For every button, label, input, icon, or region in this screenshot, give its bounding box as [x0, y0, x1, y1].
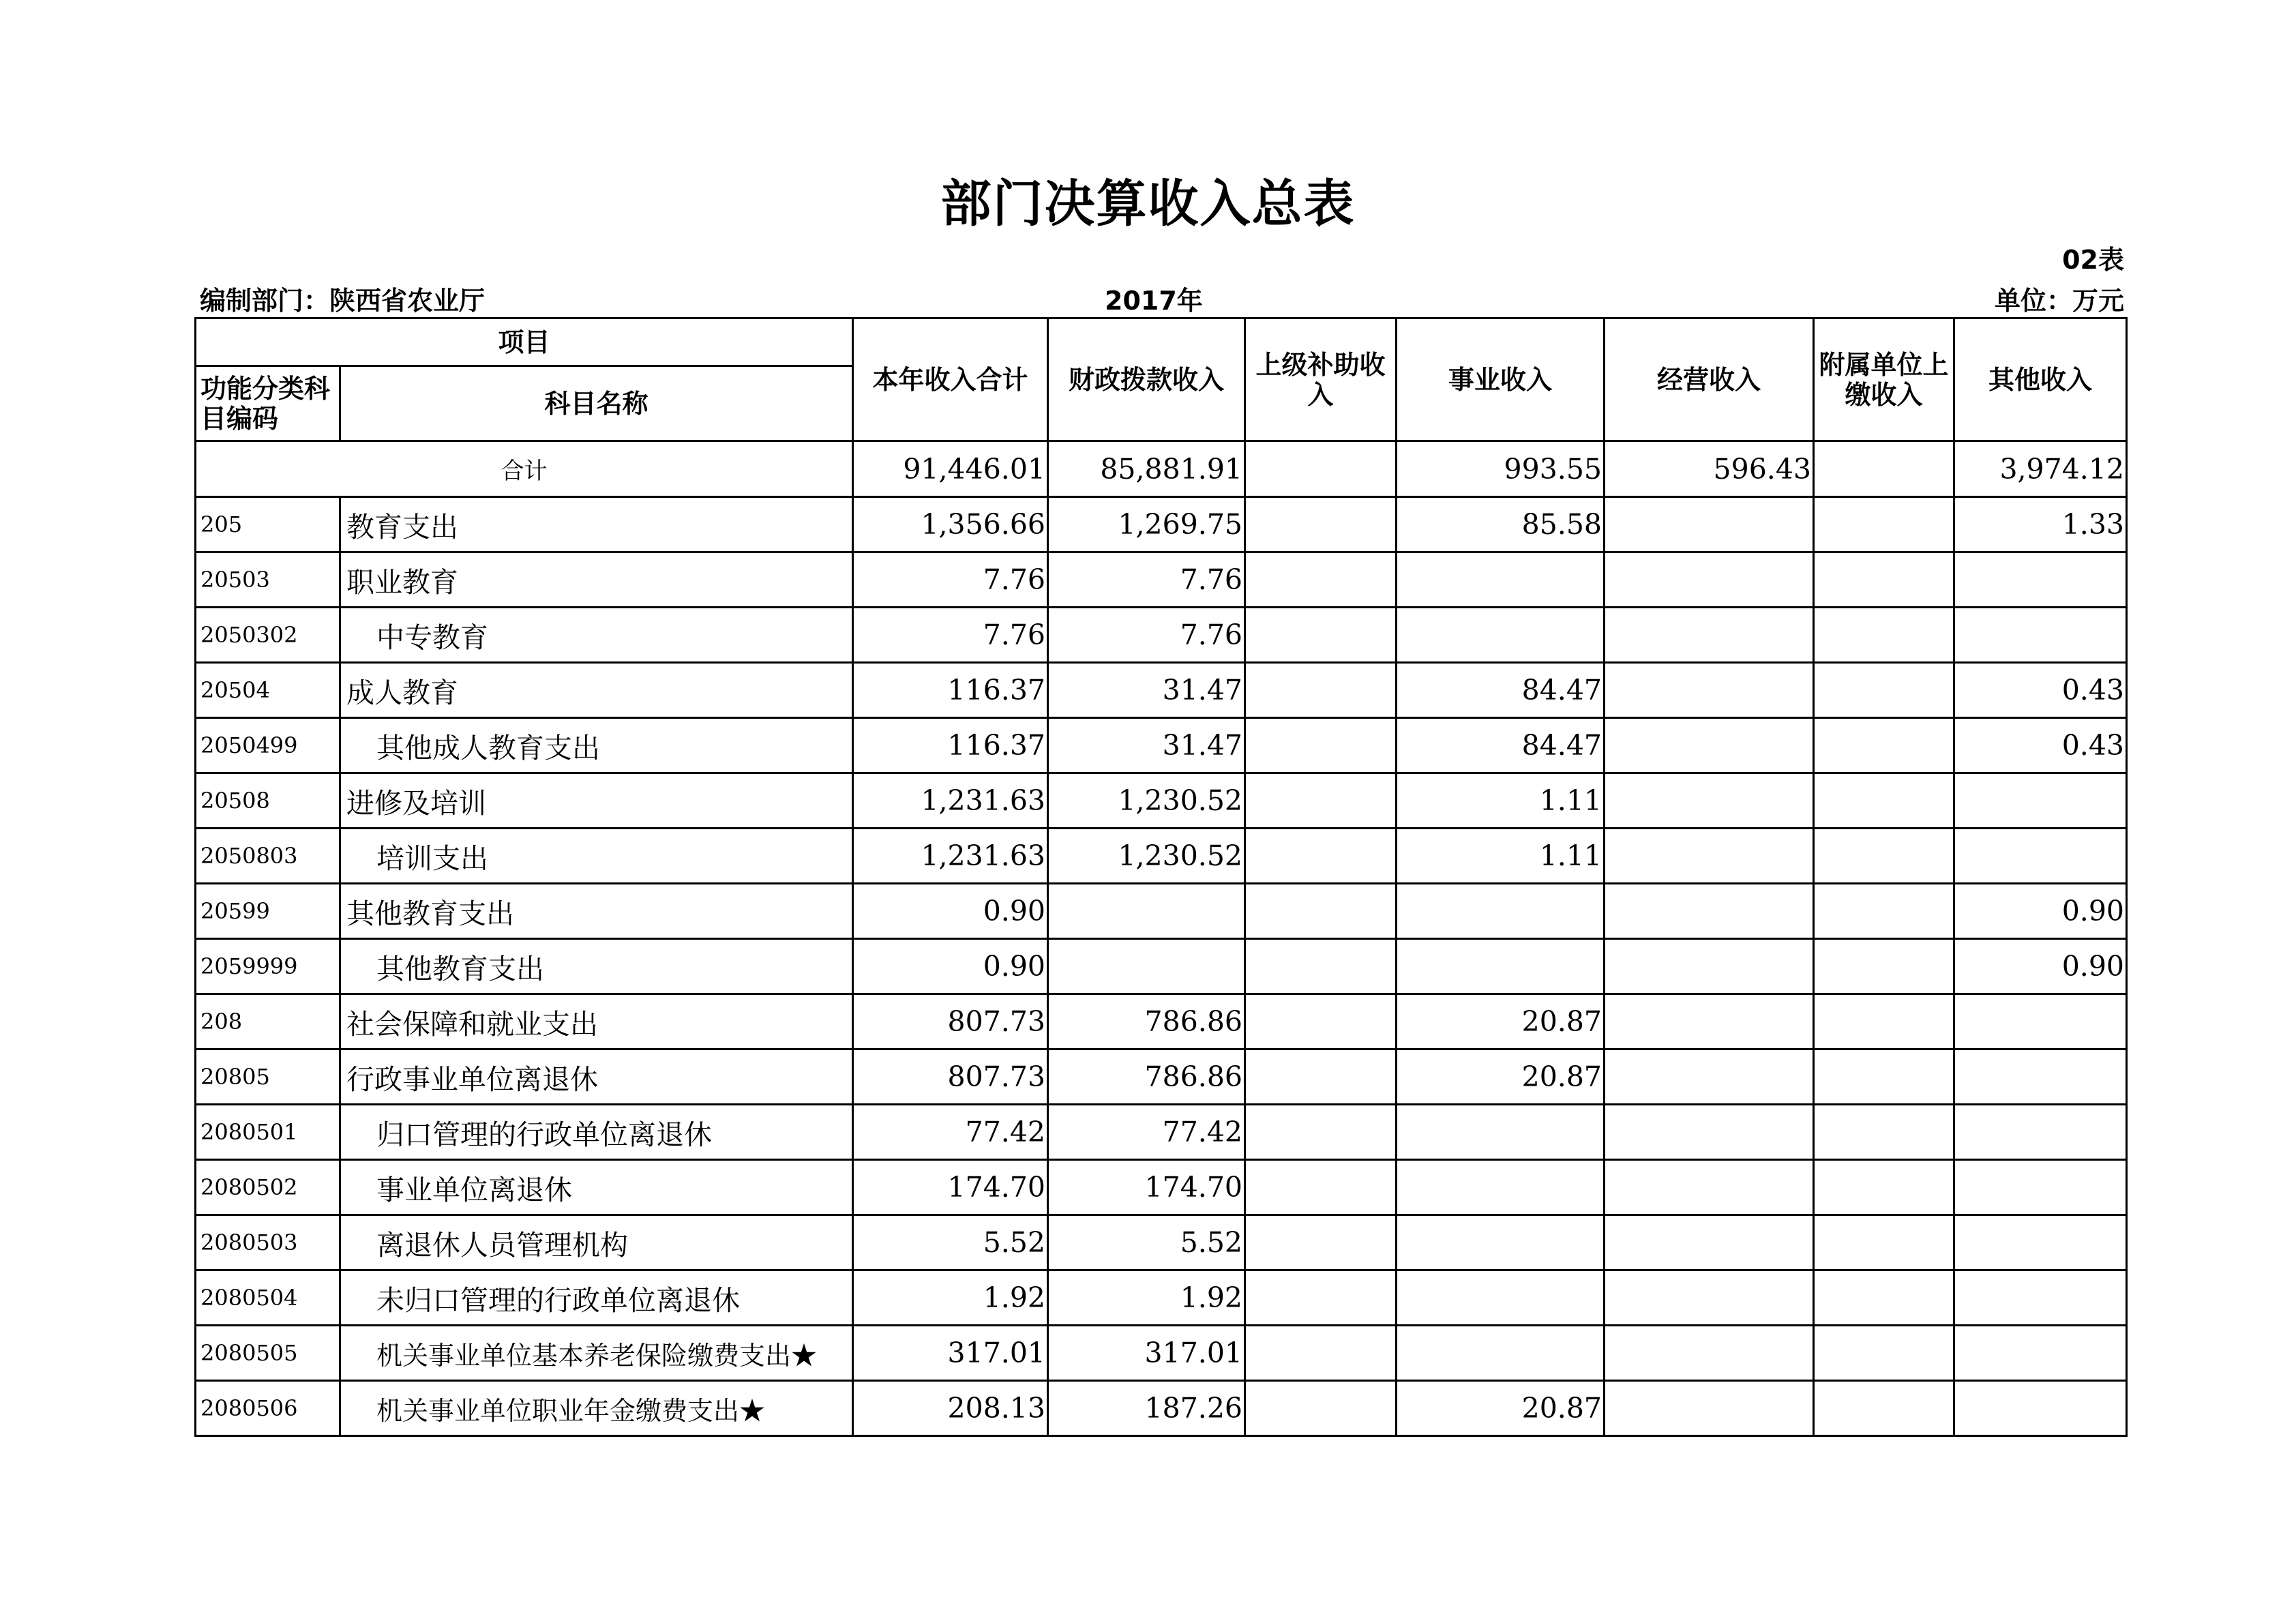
- cell-fiscal: [1048, 884, 1245, 939]
- table-row: [196, 1160, 2127, 1215]
- cell-business: 20.87: [1397, 1049, 1605, 1105]
- cell-subsidy: [1245, 608, 1397, 663]
- report-year: 2017年: [1105, 286, 1203, 316]
- cell-business: [1397, 884, 1605, 939]
- table-row: [196, 718, 2127, 773]
- cell-affiliate: [1814, 1381, 1954, 1436]
- cell-fiscal: 31.47: [1048, 718, 1245, 773]
- cell-total: 174.70: [853, 1160, 1048, 1215]
- cell-total: 0.90: [853, 939, 1048, 994]
- cell-total: 807.73: [853, 1049, 1048, 1105]
- cell-affiliate: [1814, 1215, 1954, 1270]
- table-row: [196, 939, 2127, 994]
- cell-fiscal: 7.76: [1048, 552, 1245, 608]
- cell-total: 807.73: [853, 994, 1048, 1049]
- table-row: [196, 608, 2127, 663]
- cell-affiliate: [1814, 718, 1954, 773]
- cell-fiscal: 1.92: [1048, 1270, 1245, 1326]
- table-row: [196, 1105, 2127, 1160]
- cell-business: [1397, 1326, 1605, 1381]
- total-cell-total: 91,446.01: [853, 441, 1048, 497]
- subject-code: 2050499: [196, 718, 340, 773]
- cell-operating: [1605, 884, 1814, 939]
- subject-code: 2050302: [196, 608, 340, 663]
- page-title: 部门决算收入总表: [940, 175, 1356, 233]
- cell-affiliate: [1814, 552, 1954, 608]
- cell-operating: [1605, 608, 1814, 663]
- table-row: [196, 1049, 2127, 1105]
- total-row: [196, 441, 2127, 497]
- table-row: [196, 497, 2127, 552]
- subject-code: 2080505: [196, 1326, 340, 1381]
- cell-business: 1.11: [1397, 829, 1605, 884]
- cell-other: [1954, 1215, 2127, 1270]
- cell-other: 0.90: [1954, 939, 2127, 994]
- cell-fiscal: 786.86: [1048, 994, 1245, 1049]
- header-business-income: 事业收入: [1397, 318, 1605, 441]
- total-cell-business: 993.55: [1397, 441, 1605, 497]
- subject-code: 20504: [196, 663, 340, 718]
- cell-affiliate: [1814, 1270, 1954, 1326]
- cell-operating: [1605, 1270, 1814, 1326]
- cell-other: [1954, 1160, 2127, 1215]
- subject-name: 其他教育支出: [340, 884, 853, 939]
- header-affiliate-income: 附属单位上缴收入: [1814, 318, 1954, 441]
- cell-total: 7.76: [853, 552, 1048, 608]
- table-row: [196, 884, 2127, 939]
- subject-code: 20503: [196, 552, 340, 608]
- subject-code: 2050803: [196, 829, 340, 884]
- cell-affiliate: [1814, 829, 1954, 884]
- subject-code: 20508: [196, 773, 340, 829]
- subject-name: 培训支出: [340, 829, 853, 884]
- cell-business: [1397, 939, 1605, 994]
- header-subject-name: 科目名称: [340, 366, 853, 441]
- total-cell-fiscal: 85,881.91: [1048, 441, 1245, 497]
- total-cell-affiliate: [1814, 441, 1954, 497]
- cell-other: [1954, 994, 2127, 1049]
- cell-subsidy: [1245, 1105, 1397, 1160]
- cell-subsidy: [1245, 1326, 1397, 1381]
- cell-other: [1954, 1381, 2127, 1436]
- total-cell-operating: 596.43: [1605, 441, 1814, 497]
- subject-name: 职业教育: [340, 552, 853, 608]
- total-cell-other: 3,974.12: [1954, 441, 2127, 497]
- cell-subsidy: [1245, 1049, 1397, 1105]
- cell-subsidy: [1245, 829, 1397, 884]
- cell-other: 0.43: [1954, 718, 2127, 773]
- table-row: [196, 552, 2127, 608]
- subject-code: 2080506: [196, 1381, 340, 1436]
- cell-operating: [1605, 497, 1814, 552]
- cell-affiliate: [1814, 994, 1954, 1049]
- subject-code: 208: [196, 994, 340, 1049]
- subject-code: 2080503: [196, 1215, 340, 1270]
- subject-code: 2080502: [196, 1160, 340, 1215]
- cell-other: 1.33: [1954, 497, 2127, 552]
- cell-total: 1.92: [853, 1270, 1048, 1326]
- cell-total: 317.01: [853, 1326, 1048, 1381]
- cell-subsidy: [1245, 497, 1397, 552]
- cell-fiscal: [1048, 939, 1245, 994]
- cell-subsidy: [1245, 1215, 1397, 1270]
- cell-affiliate: [1814, 884, 1954, 939]
- cell-total: 1,231.63: [853, 773, 1048, 829]
- header-subsidy-income: 上级补助收入: [1245, 318, 1397, 441]
- cell-operating: [1605, 994, 1814, 1049]
- cell-total: 5.52: [853, 1215, 1048, 1270]
- cell-operating: [1605, 1215, 1814, 1270]
- cell-operating: [1605, 939, 1814, 994]
- subject-name: 机关事业单位职业年金缴费支出★: [340, 1381, 853, 1436]
- cell-business: 84.47: [1397, 718, 1605, 773]
- subject-code: 20805: [196, 1049, 340, 1105]
- cell-fiscal: 1,230.52: [1048, 829, 1245, 884]
- subject-name: 进修及培训: [340, 773, 853, 829]
- cell-operating: [1605, 718, 1814, 773]
- table-row: [196, 663, 2127, 718]
- cell-subsidy: [1245, 552, 1397, 608]
- cell-subsidy: [1245, 663, 1397, 718]
- header-project: 项目: [196, 318, 853, 366]
- subject-name: 事业单位离退休: [340, 1160, 853, 1215]
- cell-fiscal: 317.01: [1048, 1326, 1245, 1381]
- table-row: [196, 994, 2127, 1049]
- header-operating-income: 经营收入: [1605, 318, 1814, 441]
- cell-business: 20.87: [1397, 994, 1605, 1049]
- total-cell-subsidy: [1245, 441, 1397, 497]
- subject-name: 教育支出: [340, 497, 853, 552]
- cell-fiscal: 5.52: [1048, 1215, 1245, 1270]
- subject-name: 中专教育: [340, 608, 853, 663]
- cell-total: 116.37: [853, 663, 1048, 718]
- cell-other: 0.90: [1954, 884, 2127, 939]
- cell-other: [1954, 1326, 2127, 1381]
- cell-affiliate: [1814, 497, 1954, 552]
- subject-name: 行政事业单位离退休: [340, 1049, 853, 1105]
- cell-subsidy: [1245, 1381, 1397, 1436]
- cell-operating: [1605, 1326, 1814, 1381]
- header-fiscal-income: 财政拨款收入: [1048, 318, 1245, 441]
- cell-affiliate: [1814, 608, 1954, 663]
- subject-name: 成人教育: [340, 663, 853, 718]
- cell-other: [1954, 1105, 2127, 1160]
- table-row: [196, 829, 2127, 884]
- cell-total: 77.42: [853, 1105, 1048, 1160]
- cell-subsidy: [1245, 884, 1397, 939]
- cell-operating: [1605, 1049, 1814, 1105]
- cell-operating: [1605, 552, 1814, 608]
- compiling-department: 编制部门：陕西省农业厅: [200, 286, 486, 316]
- cell-other: [1954, 773, 2127, 829]
- subject-code: 2080504: [196, 1270, 340, 1326]
- subject-code: 205: [196, 497, 340, 552]
- subject-code: 20599: [196, 884, 340, 939]
- cell-subsidy: [1245, 1160, 1397, 1215]
- subject-code: 2080501: [196, 1105, 340, 1160]
- cell-subsidy: [1245, 994, 1397, 1049]
- cell-affiliate: [1814, 939, 1954, 994]
- cell-other: [1954, 1049, 2127, 1105]
- currency-unit: 单位：万元: [1994, 286, 2124, 316]
- cell-business: 1.11: [1397, 773, 1605, 829]
- cell-business: [1397, 608, 1605, 663]
- cell-business: 84.47: [1397, 663, 1605, 718]
- cell-business: [1397, 1105, 1605, 1160]
- cell-affiliate: [1814, 1105, 1954, 1160]
- cell-operating: [1605, 663, 1814, 718]
- cell-affiliate: [1814, 663, 1954, 718]
- subject-name: 机关事业单位基本养老保险缴费支出★: [340, 1326, 853, 1381]
- cell-affiliate: [1814, 1160, 1954, 1215]
- cell-business: [1397, 1270, 1605, 1326]
- cell-fiscal: 174.70: [1048, 1160, 1245, 1215]
- header-other-income: 其他收入: [1954, 318, 2127, 441]
- cell-fiscal: 7.76: [1048, 608, 1245, 663]
- table-row: [196, 1381, 2127, 1436]
- cell-total: 116.37: [853, 718, 1048, 773]
- table-number: 02表: [2062, 245, 2124, 275]
- cell-total: 7.76: [853, 608, 1048, 663]
- cell-subsidy: [1245, 718, 1397, 773]
- cell-business: 85.58: [1397, 497, 1605, 552]
- subject-name: 其他教育支出: [340, 939, 853, 994]
- cell-total: 1,356.66: [853, 497, 1048, 552]
- cell-fiscal: 187.26: [1048, 1381, 1245, 1436]
- cell-business: [1397, 1215, 1605, 1270]
- cell-fiscal: 1,230.52: [1048, 773, 1245, 829]
- cell-fiscal: 1,269.75: [1048, 497, 1245, 552]
- income-summary-table: [194, 317, 2128, 1437]
- cell-fiscal: 786.86: [1048, 1049, 1245, 1105]
- cell-business: 20.87: [1397, 1381, 1605, 1436]
- subject-name: 社会保障和就业支出: [340, 994, 853, 1049]
- cell-operating: [1605, 773, 1814, 829]
- table-row: [196, 1326, 2127, 1381]
- cell-other: [1954, 1270, 2127, 1326]
- cell-business: [1397, 1160, 1605, 1215]
- cell-fiscal: 31.47: [1048, 663, 1245, 718]
- cell-subsidy: [1245, 1270, 1397, 1326]
- subject-name: 离退休人员管理机构: [340, 1215, 853, 1270]
- cell-affiliate: [1814, 1326, 1954, 1381]
- table-row: [196, 1270, 2127, 1326]
- cell-total: 208.13: [853, 1381, 1048, 1436]
- cell-other: 0.43: [1954, 663, 2127, 718]
- cell-other: [1954, 608, 2127, 663]
- cell-operating: [1605, 1381, 1814, 1436]
- cell-other: [1954, 552, 2127, 608]
- cell-total: 0.90: [853, 884, 1048, 939]
- cell-affiliate: [1814, 773, 1954, 829]
- cell-operating: [1605, 829, 1814, 884]
- cell-subsidy: [1245, 939, 1397, 994]
- cell-operating: [1605, 1105, 1814, 1160]
- cell-fiscal: 77.42: [1048, 1105, 1245, 1160]
- header-function-code: 功能分类科目编码: [196, 366, 340, 441]
- cell-affiliate: [1814, 1049, 1954, 1105]
- table-row: [196, 773, 2127, 829]
- cell-other: [1954, 829, 2127, 884]
- subject-code: 2059999: [196, 939, 340, 994]
- subject-name: 归口管理的行政单位离退休: [340, 1105, 853, 1160]
- cell-total: 1,231.63: [853, 829, 1048, 884]
- cell-business: [1397, 552, 1605, 608]
- total-label: 合计: [196, 441, 853, 497]
- subject-name: 未归口管理的行政单位离退休: [340, 1270, 853, 1326]
- subject-name: 其他成人教育支出: [340, 718, 853, 773]
- cell-subsidy: [1245, 773, 1397, 829]
- table-row: [196, 1215, 2127, 1270]
- header-total-income: 本年收入合计: [853, 318, 1048, 441]
- cell-operating: [1605, 1160, 1814, 1215]
